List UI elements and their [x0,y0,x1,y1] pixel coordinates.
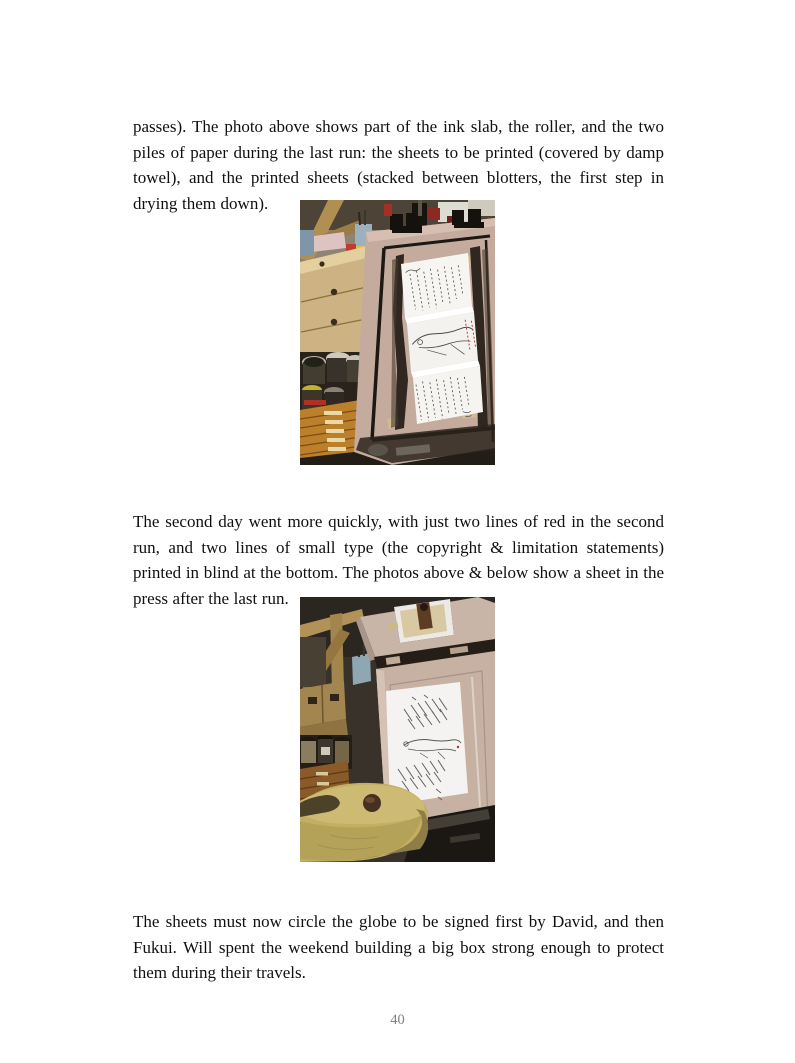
press-photo-2 [300,597,495,862]
press-photo-1 [300,200,495,465]
page-number: 40 [390,1012,405,1028]
paragraph-3: The sheets must now circle the globe to be signed first by David, and then Fukui. Will spent the weekend building a big box strong enough to protect them during their travels. [133,912,664,982]
paragraph-1: passes). The photo above shows part of the ink slab, the roller, and the two piles of paper during the last run: the sheets to be printed (covered by damp towel), and the printed sheets (stacked between blotters, the first step in drying them down). [133,117,664,213]
paragraph-2: The second day went more quickly, with just two lines of red in the second run, and two lines of small type (the copyright & limitation statements) printed in blind at the bottom. The photos above & below show a sheet in the press after the last run. [133,512,664,608]
printed-sheet [386,682,468,805]
press-photo-1-image [300,200,495,465]
press-photo-2-image [300,597,495,862]
